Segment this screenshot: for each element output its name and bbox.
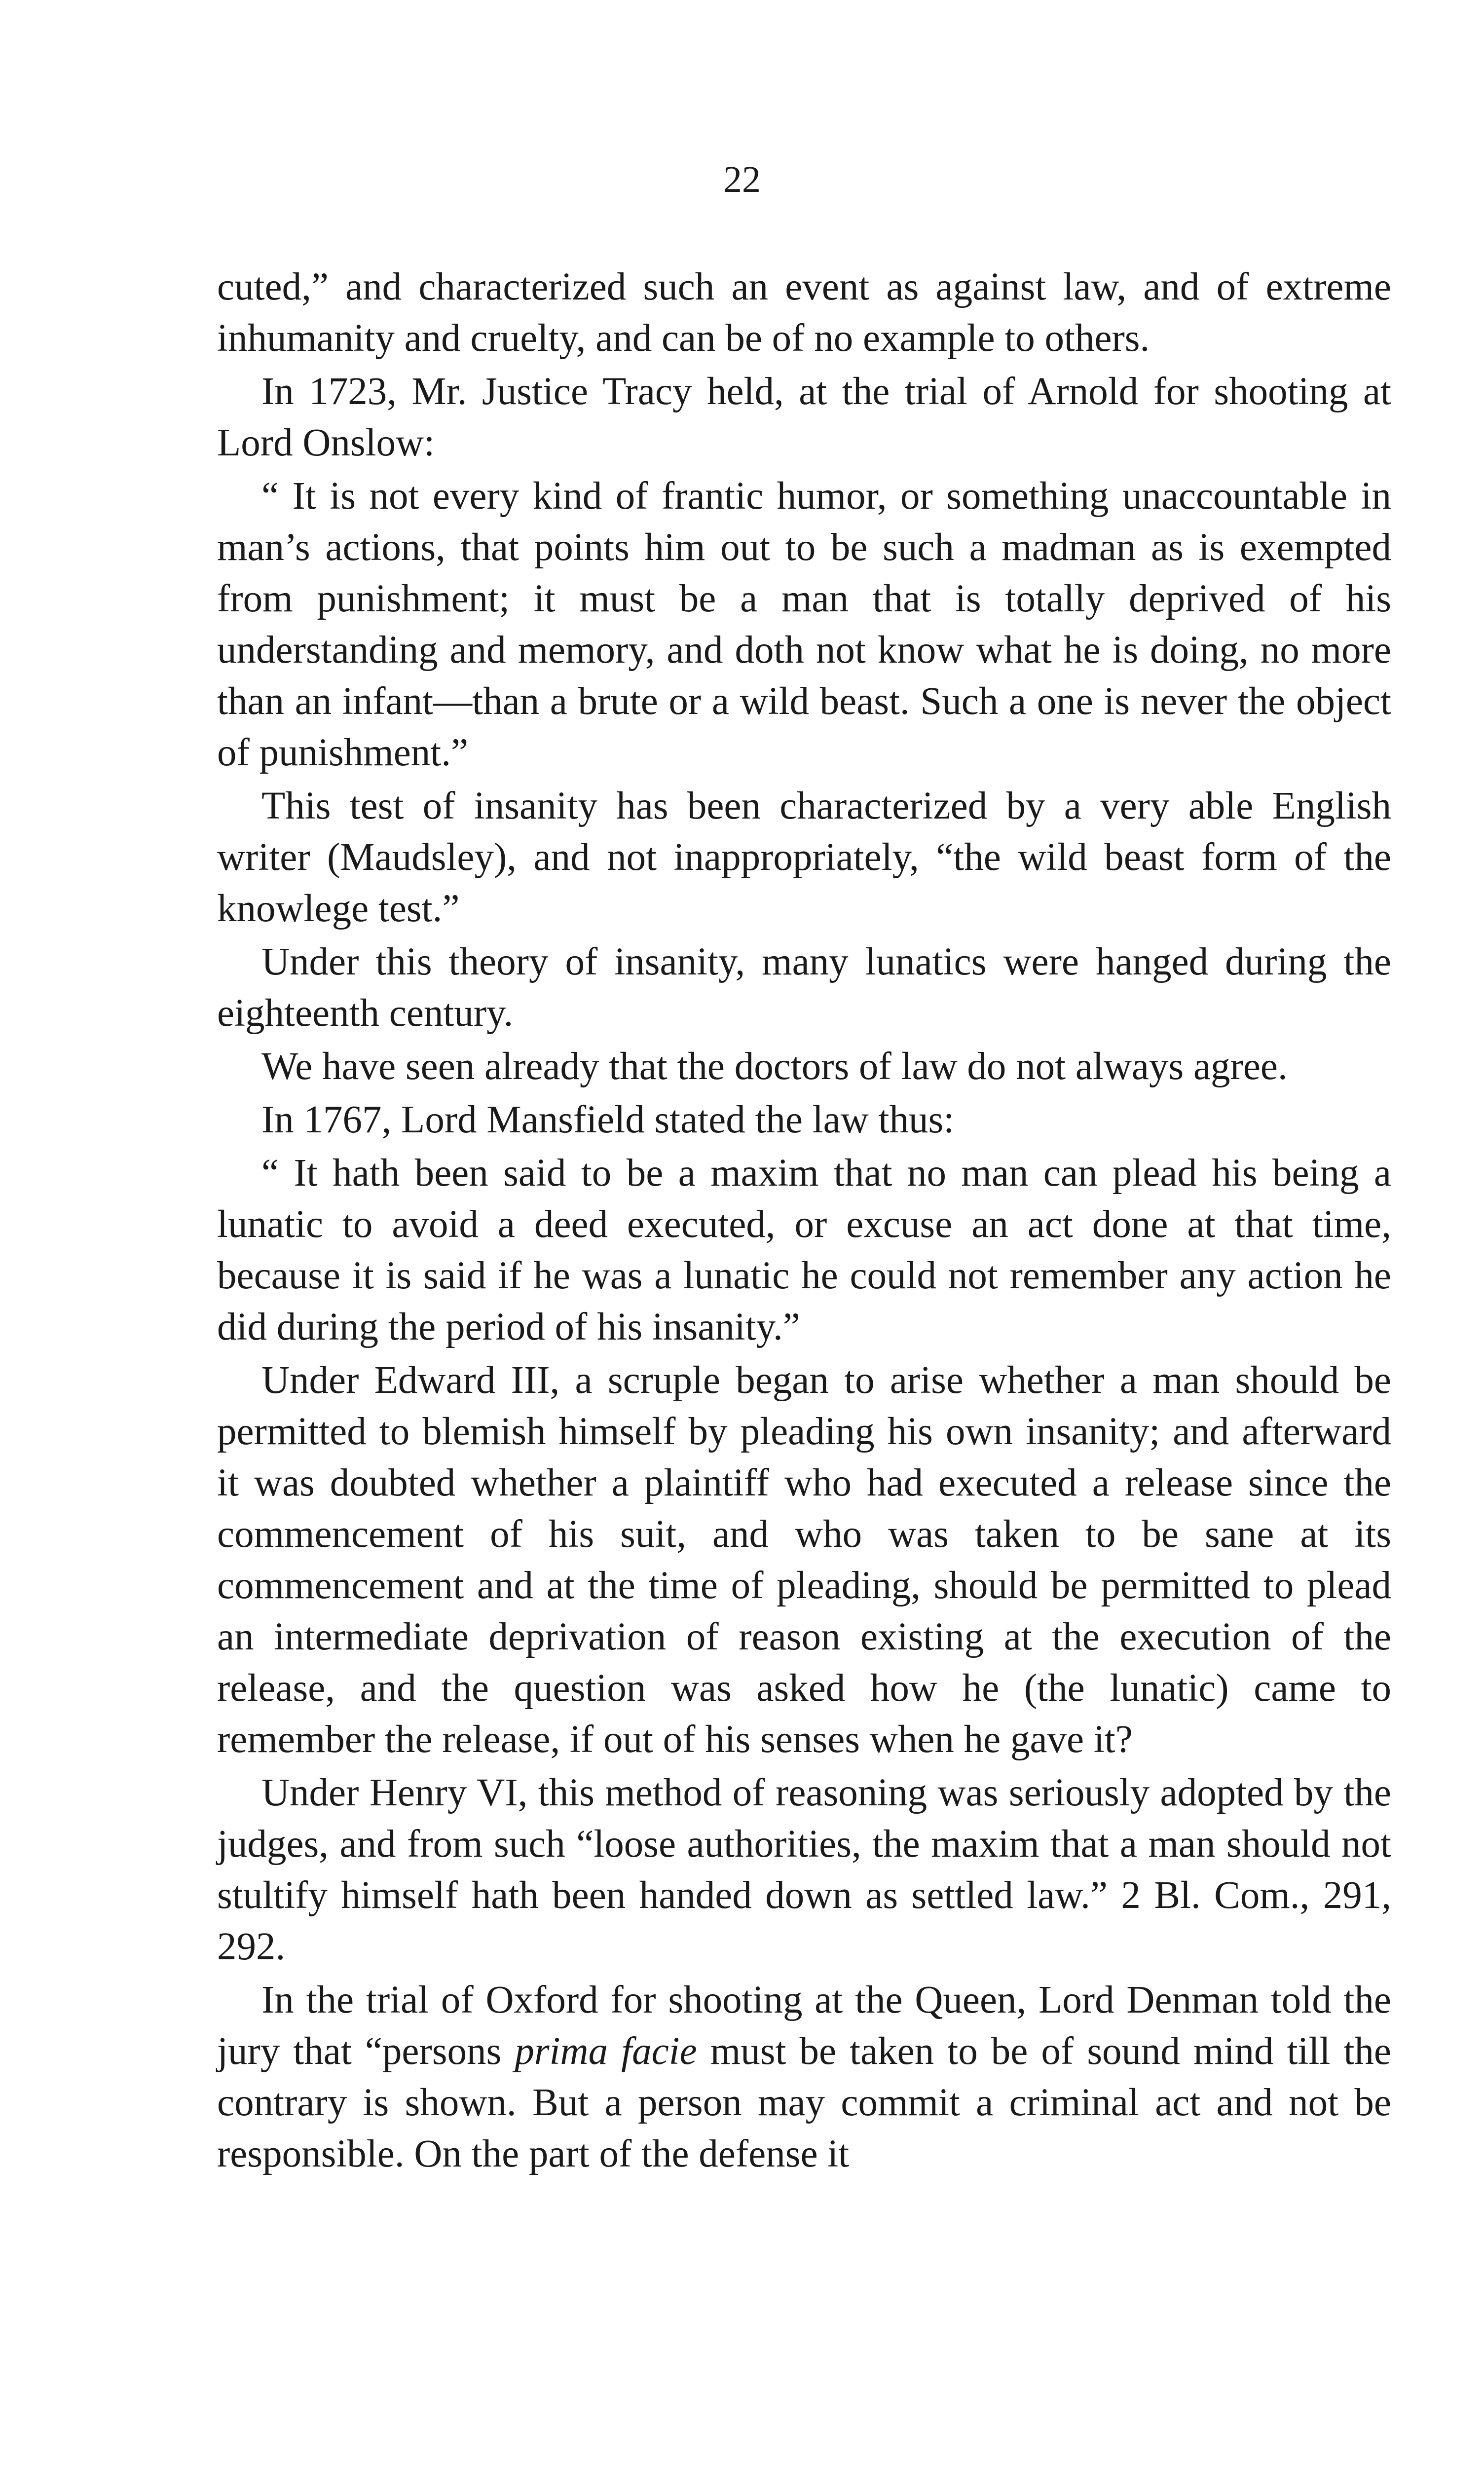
paragraph-edward-iii: Under Edward III, a scruple began to arise whether a man should be permitted to blemish himself by pleading his own insanity; and afterward it was doubted whether a plaintiff who had executed a release since the commencement of his suit, and who was taken to be sane at its commencement and at the time of pleading, should be permitted to plead an intermediate deprivation of reason existing at the execution of the release, and the question was asked how he (the lunatic) came to remember the release, if out of his senses when he gave it? [217, 1359, 1391, 1761]
prima-facie-italic: prima facie [515, 2030, 697, 2073]
quote-mansfield: “ It hath been said to be a maxim that no man can plead his being a lunatic to avoid a deed executed, or excuse an act done at that time, because it is said if he was a lunatic he could not remember any action he did during the period of his insanity.” [217, 1152, 1391, 1348]
paragraph-oxford-trial [217, 1975, 1391, 2180]
oxford-text-before: In the trial of Oxford for shooting at the Queen, Lord Denman told the jury that “persons [217, 1979, 1391, 2073]
paragraph-continuation: cuted,” and characterized such an event as against law, and of extreme inhumanity and cruelty, and can be of no example to others. [217, 265, 1391, 360]
paragraph-doctors-of-law: We have seen already that the doctors of law do not always agree. [261, 1045, 1288, 1088]
quote-tracy: “ It is not every kind of frantic humor, or something unaccountable in man’s actions, that points him out to be such a madman as is exempted from punishment; it must be a man that is totally deprived of his understanding and memory, and doth not know what he is doing, no more than an infant—than a brute or a wild beast. Such a one is never the object of punishment.” [217, 475, 1391, 774]
paragraph-mansfield-1767: In 1767, Lord Mansfield stated the law thus: [261, 1098, 955, 1141]
paragraph-maudsley: This test of insanity has been characterized by a very able English writer (Maudsley), and not inappropriately, “the wild beast form of the knowlege test.” [217, 785, 1391, 930]
page-number: 22 [723, 159, 761, 200]
paragraph-tracy-1723: In 1723, Mr. Justice Tracy held, at the trial of Arnold for shooting at Lord Onslow: [217, 370, 1391, 464]
paragraph-lunatics-hanged: Under this theory of insanity, many lunatics were hanged during the eighteenth century. [217, 940, 1391, 1035]
oxford-text-after: must be taken to be of sound mind till the contrary is shown. But a person may commit a criminal act and not be responsible. On the part of the defense it [217, 2030, 1391, 2175]
body-text [217, 262, 1391, 2182]
paragraph-henry-vi: Under Henry VI, this method of reasoning was seriously adopted by the judges, and from such “loose authorities, the maxim that a man should not stultify himself hath been handed down as settled law.” 2 Bl. Com., 291, 292. [217, 1771, 1391, 1968]
